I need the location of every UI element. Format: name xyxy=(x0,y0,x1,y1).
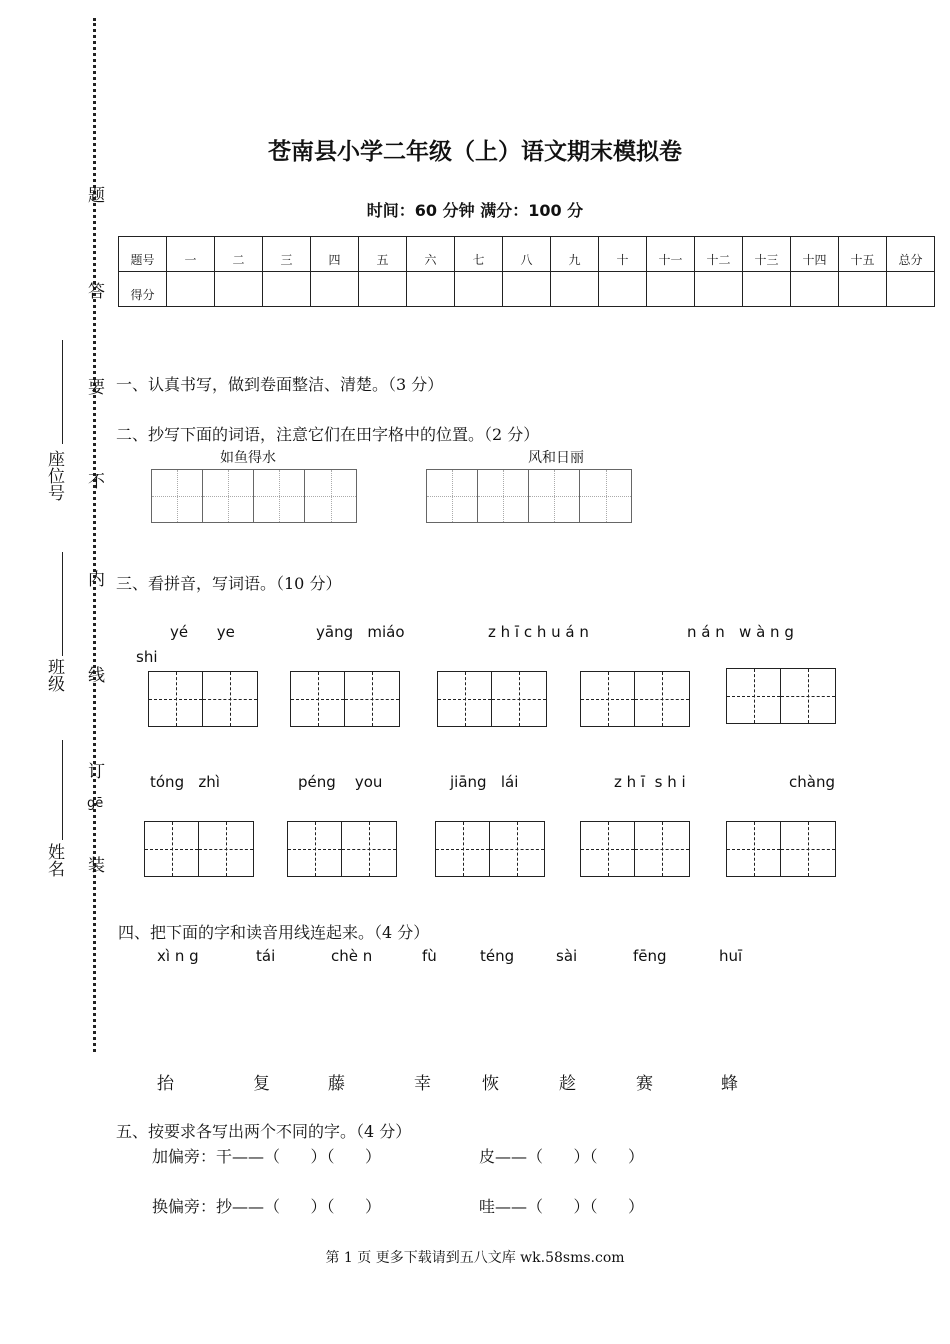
answer-box[interactable] xyxy=(580,671,690,727)
score-cell[interactable] xyxy=(743,272,791,307)
score-cell[interactable] xyxy=(791,272,839,307)
pinyin-prompt: yé ye xyxy=(170,623,235,641)
exam-title: 苍南县小学二年级（上）语文期末模拟卷 xyxy=(268,139,682,165)
pinyin-option[interactable]: fù xyxy=(422,947,437,965)
answer-box[interactable] xyxy=(148,671,258,727)
table-header-cell: 题号 xyxy=(119,237,167,272)
pinyin-prompt: chàng xyxy=(789,773,835,791)
seal-char: 线 xyxy=(88,666,105,686)
char-option[interactable]: 藤 xyxy=(328,1074,345,1094)
pinyin-prompt: tóng zhì xyxy=(150,773,220,791)
table-header-cell: 十五 xyxy=(839,237,887,272)
pinyin-option[interactable]: chè n xyxy=(331,947,373,965)
seal-char: 题 xyxy=(88,186,105,206)
table-row-header: 得分 xyxy=(119,272,167,307)
answer-box[interactable] xyxy=(144,821,254,877)
char-option[interactable]: 抬 xyxy=(157,1074,174,1094)
char-option[interactable]: 幸 xyxy=(414,1074,431,1094)
pinyin-prompt: yāng miáo xyxy=(316,623,405,641)
table-header-cell: 六 xyxy=(407,237,455,272)
class-line[interactable] xyxy=(62,552,63,656)
table-row xyxy=(119,237,935,272)
name-line[interactable] xyxy=(62,740,63,840)
answer-box[interactable] xyxy=(287,821,397,877)
answer-box[interactable] xyxy=(580,821,690,877)
answer-box[interactable] xyxy=(726,821,836,877)
table-header-cell: 三 xyxy=(263,237,311,272)
copy-word-label: 风和日丽 xyxy=(528,450,584,466)
pinyin-prompt: z h ī s h i xyxy=(614,773,686,791)
table-header-cell: 五 xyxy=(359,237,407,272)
tianzige-grid[interactable] xyxy=(426,469,632,523)
table-header-cell: 十三 xyxy=(743,237,791,272)
table-header-cell: 一 xyxy=(167,237,215,272)
table-header-cell: 八 xyxy=(503,237,551,272)
pinyin-option[interactable]: huī xyxy=(719,947,743,965)
table-header-cell: 七 xyxy=(455,237,503,272)
class-label: 班级 xyxy=(48,658,65,695)
answer-box[interactable] xyxy=(437,671,547,727)
score-cell[interactable] xyxy=(215,272,263,307)
char-option[interactable]: 蜂 xyxy=(721,1074,738,1094)
table-row xyxy=(119,272,935,307)
table-header-cell: 十 xyxy=(599,237,647,272)
pinyin-prompt-extra: gē xyxy=(87,796,104,811)
table-header-cell: 十二 xyxy=(695,237,743,272)
seal-char: 不 xyxy=(88,472,105,492)
name-label: 姓名 xyxy=(48,843,65,880)
score-cell[interactable] xyxy=(503,272,551,307)
score-cell[interactable] xyxy=(359,272,407,307)
answer-box[interactable] xyxy=(726,668,836,724)
score-cell[interactable] xyxy=(695,272,743,307)
add-radical-line[interactable]: 加偏旁：干——（ ）（ ） xyxy=(152,1147,382,1166)
question-1: 一、认真书写，做到卷面整洁、清楚。（3 分） xyxy=(116,375,444,394)
pinyin-option[interactable]: tái xyxy=(256,947,276,965)
pinyin-prompt: jiāng lái xyxy=(450,773,519,791)
char-option[interactable]: 趁 xyxy=(559,1074,576,1094)
seal-dotted-line xyxy=(93,18,96,1052)
pinyin-prompt: n á n w à n g xyxy=(687,623,794,641)
question-3: 三、看拼音，写词语。（10 分） xyxy=(116,574,342,593)
page-footer: 第 1 页 更多下载请到五八文库 wk.58sms.com xyxy=(325,1250,625,1266)
table-header-cell: 四 xyxy=(311,237,359,272)
pinyin-option[interactable]: fēng xyxy=(633,947,667,965)
score-cell[interactable] xyxy=(887,272,935,307)
table-header-cell: 总分 xyxy=(887,237,935,272)
answer-box[interactable] xyxy=(290,671,400,727)
question-5: 五、按要求各写出两个不同的字。（4 分） xyxy=(116,1122,412,1141)
seal-char: 答 xyxy=(88,282,105,302)
score-cell[interactable] xyxy=(311,272,359,307)
seal-char: 装 xyxy=(88,856,105,876)
time-score-line: 时间：60 分钟 满分：100 分 xyxy=(366,201,584,220)
add-radical-line[interactable]: 皮——（ ）（ ） xyxy=(479,1147,645,1166)
tianzige-grid[interactable] xyxy=(151,469,357,523)
score-table xyxy=(118,236,935,307)
seat-number-line[interactable] xyxy=(62,340,63,444)
char-option[interactable]: 恢 xyxy=(482,1074,499,1094)
question-4: 四、把下面的字和读音用线连起来。（4 分） xyxy=(118,923,430,942)
score-cell[interactable] xyxy=(407,272,455,307)
seal-char: 要 xyxy=(88,378,105,398)
pinyin-prompt-extra: shi xyxy=(136,648,158,666)
score-cell[interactable] xyxy=(839,272,887,307)
pinyin-prompt: z h ī c h u á n xyxy=(488,623,589,641)
score-cell[interactable] xyxy=(647,272,695,307)
seat-number-label: 座位号 xyxy=(48,450,65,504)
score-cell[interactable] xyxy=(167,272,215,307)
table-header-cell: 二 xyxy=(215,237,263,272)
change-radical-line[interactable]: 换偏旁：抄——（ ）（ ） xyxy=(152,1197,382,1216)
change-radical-line[interactable]: 哇——（ ）（ ） xyxy=(479,1197,645,1216)
char-option[interactable]: 复 xyxy=(253,1074,270,1094)
table-header-cell: 十一 xyxy=(647,237,695,272)
table-header-cell: 九 xyxy=(551,237,599,272)
score-cell[interactable] xyxy=(599,272,647,307)
pinyin-option[interactable]: xì n g xyxy=(157,947,199,965)
answer-box[interactable] xyxy=(435,821,545,877)
pinyin-option[interactable]: téng xyxy=(480,947,515,965)
pinyin-option[interactable]: sài xyxy=(556,947,578,965)
seal-char: 订 xyxy=(88,762,105,782)
seal-char: 内 xyxy=(88,570,105,590)
question-2: 二、抄写下面的词语，注意它们在田字格中的位置。（2 分） xyxy=(116,425,540,444)
score-cell[interactable] xyxy=(263,272,311,307)
score-cell[interactable] xyxy=(551,272,599,307)
table-header-cell: 十四 xyxy=(791,237,839,272)
pinyin-prompt: péng you xyxy=(298,773,383,791)
copy-word-label: 如鱼得水 xyxy=(220,450,276,466)
score-cell[interactable] xyxy=(455,272,503,307)
char-option[interactable]: 赛 xyxy=(636,1074,653,1094)
